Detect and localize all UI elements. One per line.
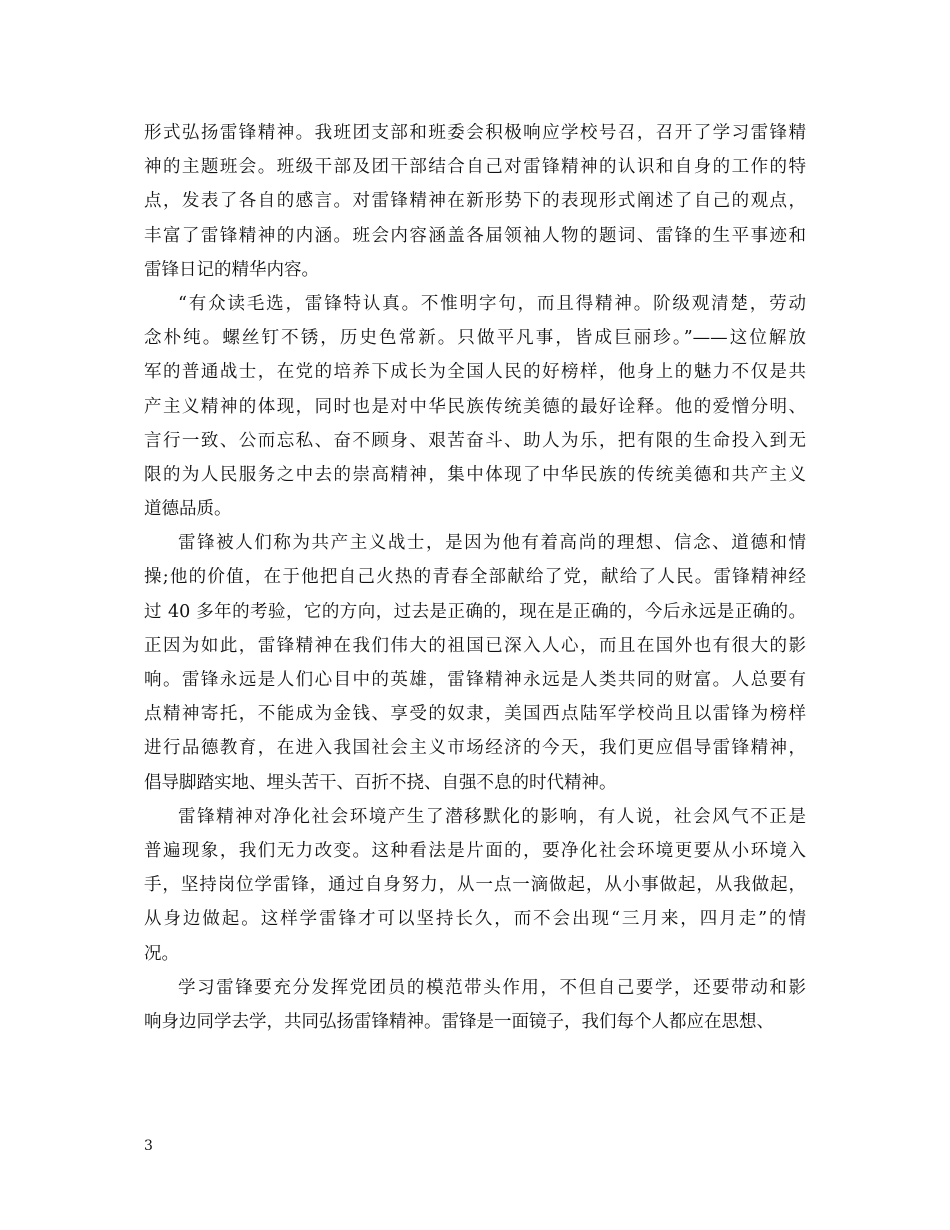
text-line: 形式弘扬雷锋精神。我班团支部和班委会积极响应学校号召，召开了学习雷锋精 <box>144 123 806 143</box>
text-line: 学习雷锋要充分发挥党团员的模范带头作用，不但自己要学，还要带动和影 <box>178 977 806 998</box>
text-line: 军的普通战士，在党的培养下成长为全国人民的好榜样，他身上的魅力不仅是共 <box>144 362 806 383</box>
text-line: 点，发表了各自的感言。对雷锋精神在新形势下的表现形式阐述了自己的观点， <box>144 191 806 212</box>
text-line: 限的为人民服务之中去的崇高精神，集中体现了中华民族的传统美德和共产主义 <box>144 464 806 485</box>
text-line: 雷锋日记的精华内容。 <box>144 259 319 280</box>
text-line: 丰富了雷锋精神的内涵。班会内容涵盖各届领袖人物的题词、雷锋的生平事迹和 <box>144 225 806 246</box>
text-line: 言行一致、公而忘私、奋不顾身、艰苦奋斗、助人为乐，把有限的生命投入到无 <box>144 430 806 451</box>
text-line: 雷锋精神对净化社会环境产生了潜移默化的影响，有人说，社会风气不正是 <box>178 806 806 827</box>
text-line: 手，坚持岗位学雷锋，通过自身努力，从一点一滴做起，从小事做起，从我做起， <box>144 875 806 896</box>
text-line: 点精神寄托，不能成为金钱、享受的奴隶，美国西点陆军学校尚且以雷锋为榜样 <box>144 704 806 725</box>
text-line: 操;他的价值，在于他把自己火热的青春全部献给了党，献给了人民。雷锋精神经 <box>144 567 806 588</box>
text-line: 响身边同学去学，共同弘扬雷锋精神。雷锋是一面镜子，我们每个人都应在思想、 <box>144 1011 774 1032</box>
text-line: 况。 <box>144 943 179 964</box>
text-line: 正因为如此，雷锋精神在我们伟大的祖国已深入人心，而且在国外也有很大的影 <box>144 635 806 656</box>
text-line: 进行品德教育，在进入我国社会主义市场经济的今天，我们更应倡导雷锋精神， <box>144 738 806 759</box>
text-line: “有众读毛选，雷锋特认真。不惟明字句，而且得精神。阶级观清楚，劳动 <box>178 293 806 314</box>
page-number: 3 <box>144 1138 153 1154</box>
text-line: 响。雷锋永远是人们心目中的英雄，雷锋精神永远是人类共同的财富。人总要有 <box>144 670 806 690</box>
text-line: 倡导脚踏实地、埋头苦干、百折不挠、自强不息的时代精神。 <box>144 772 617 793</box>
text-line: 神的主题班会。班级干部及团干部结合自己对雷锋精神的认识和自身的工作的特 <box>144 157 806 178</box>
text-line: 产主义精神的体现，同时也是对中华民族传统美德的最好诠释。他的爱憎分明、 <box>144 396 806 417</box>
body-text <box>144 116 806 1039</box>
text-line: 道德品质。 <box>144 499 232 520</box>
text-line: 念朴纯。螺丝钉不锈，历史色常新。只做平凡事，皆成巨丽珍。”——这位解放 <box>144 328 806 349</box>
text-line: 雷锋被人们称为共产主义战士，是因为他有着高尚的理想、信念、道德和情 <box>178 533 806 554</box>
text-line: 普遍现象，我们无力改变。这种看法是片面的，要净化社会环境更要从小环境入 <box>144 840 806 861</box>
text-line: 从身边做起。这样学雷锋才可以坚持长久，而不会出现“三月来，四月走”的情 <box>144 909 806 930</box>
text-line: 过 40 多年的考验，它的方向，过去是正确的，现在是正确的，今后永远是正确的。 <box>144 601 806 622</box>
